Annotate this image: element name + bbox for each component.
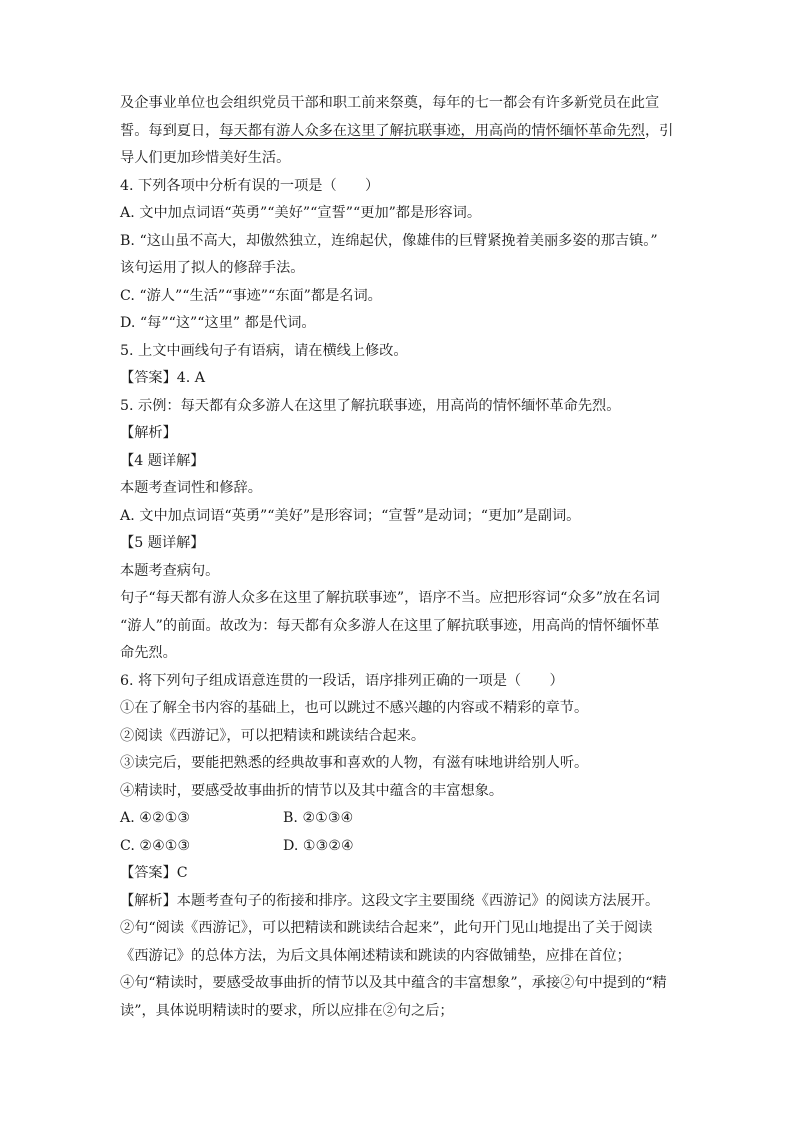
answer-6: 【答案】C (120, 865, 188, 881)
q6-explanation-4: ④句“精读时，要感受故事曲折的情节以及其中蕴含的丰富想象”，承接②句中提到的“精 (120, 975, 667, 991)
options-row-1 (120, 805, 680, 833)
passage-line-3: 导人们更加珍惜美好生活。 (120, 150, 291, 166)
analysis-heading: 【解析】 (120, 425, 177, 441)
q4-detail-explanation: A. 文中加点词语“英勇”“美好”是形容词；“宣誓”是动词；“更加”是副词。 (120, 507, 581, 524)
q6-explanation-5: 读”，具体说明精读时的要求，所以应排在②句之后； (120, 1002, 454, 1019)
sentence-4: ④精读时，要感受故事曲折的情节以及其中蕴含的丰富想象。 (120, 782, 504, 799)
sentence-3: ③读完后，要能把熟悉的经典故事和喜欢的人物，有滋有味地讲给别人听。 (120, 755, 589, 771)
q5-detail-topic: 本题考查病句。 (120, 562, 220, 579)
question-4-option-a: A. 文中加点词语“英勇”“美好”“宣誓”“更加”都是形容词。 (120, 205, 482, 221)
q4-detail-heading: 【4 题详解】 (120, 452, 205, 469)
question-4-option-d: D. “每”“这”“这里” 都是代词。 (120, 315, 316, 331)
passage-line-1: 及企事业单位也会组织党员干部和职工前来祭奠，每年的七一都会有许多新党员在此宣 (120, 95, 660, 111)
sentence-2: ②阅读《西游记》，可以把精读和跳读结合起来。 (120, 727, 426, 744)
option-a: A. ④②①③ (120, 810, 191, 826)
answer-heading: 【答案】4. A (120, 370, 206, 386)
options-row-2 (120, 833, 680, 861)
q5-detail-heading: 【5 题详解】 (120, 535, 205, 551)
question-4-option-b: B. “这山虽不高大，却傲然独立，连绵起伏，像雄伟的巨臂紧挽着美丽多姿的那吉镇。” (120, 232, 658, 249)
passage-text: 誓。每到夏日， (120, 122, 220, 139)
question-4-option-c: C. “游人”“生活”“事迹”“东面”都是名词。 (120, 287, 382, 304)
option-d: D. ①③②④ (283, 837, 354, 854)
question-4-option-b-cont: 该句运用了拟人的修辞手法。 (120, 260, 305, 276)
question-6: 6. 将下列句子组成语意连贯的一段话，语序排列正确的一项是（ ） (120, 672, 564, 689)
answer-5: 5. 示例：每天都有众多游人在这里了解抗联事迹，用高尚的情怀缅怀革命先烈。 (120, 397, 621, 414)
q4-detail-topic: 本题考查词性和修辞。 (120, 480, 262, 496)
q5-detail-explanation-1: 句子“每天都有游人众多在这里了解抗联事迹”，语序不当。应把形容词“众多”放在名词 (120, 590, 660, 606)
passage-text: ，引 (644, 122, 674, 139)
question-4: 4. 下列各项中分析有误的一项是（ ） (120, 177, 380, 194)
underlined-sentence: 每天都有游人众多在这里了解抗联事迹，用高尚的情怀缅怀革命先烈 (219, 122, 645, 139)
sentence-1: ①在了解全书内容的基础上，也可以跳过不感兴趣的内容或不精彩的章节。 (120, 700, 589, 716)
q6-explanation-3: 《西游记》的总体方法，为后文具体阐述精读和跳读的内容做铺垫，应排在首位； (120, 947, 631, 964)
q5-detail-explanation-3: 命先烈。 (120, 645, 177, 661)
document-page (120, 90, 680, 1025)
q6-explanation-1: 【解析】本题考查句子的衔接和排序。这段文字主要围绕《西游记》的阅读方法展开。 (120, 892, 660, 909)
question-5: 5. 上文中画线句子有语病，请在横线上修改。 (120, 342, 408, 359)
option-b: B. ②①③④ (283, 810, 354, 826)
option-c: C. ②④①③ (120, 837, 191, 854)
q6-explanation-2: ②句“阅读《西游记》，可以把精读和跳读结合起来”，此句开门见山地提出了关于阅读 (120, 920, 653, 936)
q5-detail-explanation-2: “游人”的前面。故改为：每天都有众多游人在这里了解抗联事迹，用高尚的情怀缅怀革 (120, 617, 660, 634)
passage-line-2 (120, 118, 680, 146)
